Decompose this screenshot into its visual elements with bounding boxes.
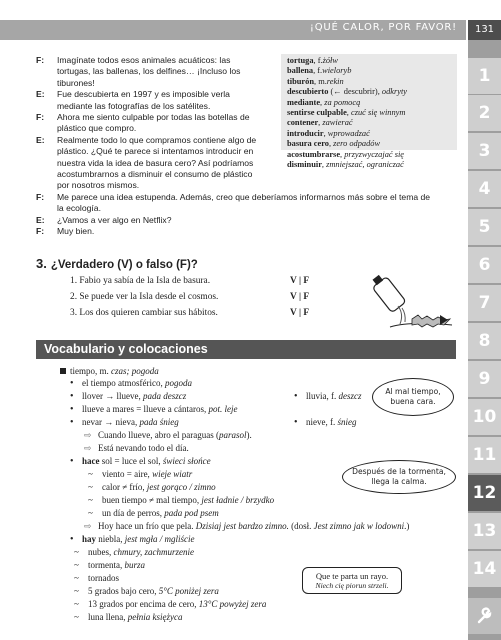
glossary-entry: acostumbrarse, przyzwyczajać się [287, 149, 404, 159]
dialogue-line: plástico. ¿Qué te parece si intentamos introducir en [57, 146, 254, 157]
vocab-entry: • hace sol = luce el sol, świeci słońce [70, 456, 211, 467]
vocab-entry: • el tiempo atmosférico, pogoda [70, 378, 192, 389]
vocab-entry: ~ tormenta, burza [74, 560, 146, 570]
dialogue-line: acostumbrarnos a disminuir el consumo de plástico [57, 169, 253, 180]
chapter-tab-column [468, 40, 501, 640]
speech-bubble-idiom: Que te parta un rayo. Niech cię piorun strzeli. [302, 567, 402, 594]
vocab-entry: • hay niebla, jest mgła / mgliście [70, 534, 195, 545]
dialogue-line: la ecología. [57, 203, 101, 214]
chapter-tab-6[interactable]: 6 [468, 247, 501, 283]
page-number: 131 [468, 20, 501, 40]
true-false-choice[interactable]: V | F [290, 308, 310, 318]
glossary-entry: basura cero, zero odpadów [287, 139, 381, 149]
dialogue-line: F: Me parece una idea estupenda. Además, creo que deberíamos informarnos más sobre el tema de [36, 191, 431, 202]
vocab-entry: • llueve a mares = llueve a cántaros, pot. leje [70, 404, 238, 415]
true-false-choice[interactable]: V | F [290, 292, 310, 302]
dialogue-line: tiburones! [57, 77, 95, 88]
glossary-entry: sentirse culpable, czuć się winnym [287, 108, 406, 118]
dialogue-line: E: Fue descubierta en 1997 y es imposible verla [36, 89, 230, 100]
vocab-entry: ~ buen tiempo ≠ mal tiempo, jest ładnie / brzydko [88, 495, 275, 505]
chapter-tab-13[interactable]: 13 [468, 513, 501, 549]
chapter-tab-5[interactable]: 5 [468, 209, 501, 245]
vocab-entry: ~ viento = aire, wieje wiatr [88, 469, 193, 479]
glossary-entry: ballena, f.wieloryb [287, 66, 352, 76]
example-sentence: ⇨ Está nevando todo el día. [84, 443, 189, 453]
section-title: Vocabulario y colocaciones [36, 340, 456, 359]
vocab-entry: ~ 5 grados bajo cero, 5°C poniżej zera [74, 586, 219, 596]
exercise-heading [36, 256, 198, 271]
arrow-right-icon: ⇨ [84, 443, 92, 453]
chapter-tab-8[interactable]: 8 [468, 323, 501, 359]
dialogue [36, 55, 456, 238]
arrow-right-icon: ⇨ [84, 521, 92, 531]
glossary-entry: mediante, za pomocą [287, 97, 361, 107]
exercise-item: 1. Fabio ya sabía de la Isla de basura. [70, 276, 211, 286]
vocab-entry: ~ nubes, chmury, zachmurzenie [74, 547, 194, 557]
dialogue-line: por nosotros mismos. [57, 180, 140, 191]
chapter-tab-3[interactable]: 3 [468, 133, 501, 169]
chapter-tab-7[interactable]: 7 [468, 285, 501, 321]
dialogue-line: plástico que compro. [57, 123, 137, 134]
glossary-entry: descubierto (← descubrir), odkryty [287, 87, 408, 97]
vocab-entry: ~ calor ≠ frío, jest gorąco / zimno [88, 482, 216, 492]
square-bullet-icon [60, 368, 66, 374]
dialogue-line: F: Imagínate todos esos animales acuáticos: las [36, 55, 231, 65]
vocab-entry: ~ luna llena, pełnia księżyca [74, 612, 183, 622]
chapter-tab-12[interactable]: 12 [468, 475, 501, 511]
example-sentence: ⇨ Hoy hace un frío que pela. Dzisiaj jest bardzo zimno. (dosł. Jest zimno jak w lodowni.) [84, 521, 410, 531]
dialogue-line: nuestra vida la idea de basura cero? Así podríamos [57, 157, 254, 168]
glossary-entry: tortuga, f.żółw [287, 56, 338, 65]
dialogue-line: E: ¿Vamos a ver algo en Netflix? [36, 214, 172, 225]
vocab-entry: ~ tornados [74, 573, 119, 583]
glossary-entry: tiburón, m.rekin [287, 76, 344, 86]
chapter-tab-11[interactable]: 11 [468, 437, 501, 473]
plastic-bottles-illustration [368, 272, 456, 332]
chapter-tab-4[interactable]: 4 [468, 171, 501, 207]
wrench-icon[interactable] [468, 598, 501, 634]
chapter-tab-1[interactable]: 1 [468, 58, 501, 94]
dialogue-line: F: Ahora me siento culpable por todas las botellas de [36, 112, 250, 123]
chapter-tab-10[interactable]: 10 [468, 399, 501, 435]
speech-bubble-proverb: Al mal tiempo, buena cara. [372, 378, 454, 416]
vocab-entry: • nieve, f. śnieg [294, 417, 357, 428]
chapter-tab-9[interactable]: 9 [468, 361, 501, 397]
dialogue-line: E: Realmente todo lo que compramos contiene algo de [36, 134, 257, 145]
vocab-entry: • llover → llueve, pada deszcz [70, 391, 187, 402]
exercise-item: 2. Se puede ver la Isla desde el cosmos. [70, 292, 219, 302]
chapter-tab-14[interactable]: 14 [468, 551, 501, 587]
exercise-title: ¿Verdadero (V) o falso (F)? [50, 259, 198, 271]
vocab-entry: ~ 13 grados por encima de cero, 13°C powyżej zera [74, 599, 267, 609]
exercise-item: 3. Los dos quieren cambiar sus hábitos. [70, 308, 218, 318]
chapter-title: ¡QUÉ CALOR, POR FAVOR! [309, 22, 457, 33]
glossary-entry: disminuir, zmniejszać, ograniczać [287, 160, 404, 170]
speech-bubble-proverb: Después de la tormenta, llega la calma. [342, 460, 456, 494]
example-sentence: ⇨ Cuando llueve, abro el paraguas (parasol). [84, 430, 252, 440]
dialogue-line: F: Muy bien. [36, 226, 95, 237]
true-false-choice[interactable]: V | F [290, 276, 310, 286]
dialogue-line: tortugas, las ballenas, los delfines… ¡Incluso los [57, 66, 241, 77]
vocab-entry: ~ un día de perros, pada pod psem [88, 508, 219, 518]
vocab-entry: • lluvia, f. deszcz [294, 391, 362, 402]
glossary-entry: introducir, wprowadzać [287, 128, 370, 138]
vocab-entry: tiempo, m. czas; pogoda [58, 366, 159, 377]
exercise-number: 3. [36, 256, 47, 271]
arrow-right-icon: ⇨ [84, 430, 92, 440]
vocab-entry: • nevar → nieva, pada śnieg [70, 417, 179, 428]
chapter-tab-2[interactable]: 2 [468, 95, 501, 131]
dialogue-line: mediante las fotografías de los satélites. [57, 100, 211, 111]
glossary-entry: contener, zawierać [287, 118, 353, 128]
